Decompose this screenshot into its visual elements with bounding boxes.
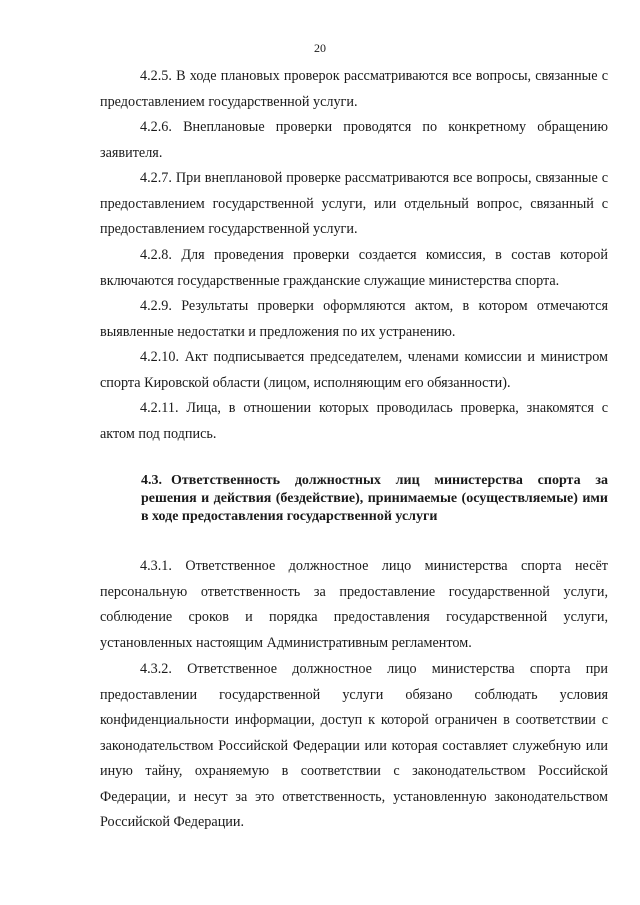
- paragraph-4-2-9: 4.2.9. Результаты проверки оформляются актом, в котором отмечаются выявленные недостатки и предложения по их устранению.: [100, 298, 608, 340]
- paragraph-4-2-8: 4.2.8. Для проведения проверки создается комиссия, в состав которой включаются государственные гражданские служащие министерства спорта.: [100, 247, 608, 289]
- paragraph-4-3-2: 4.3.2. Ответственное должностное лицо министерства спорта при предоставлении государственной услуги обязано соблюдать условия конфиденциальности информации, доступ к которой ограничен в соответствии с законодательством Российской Федерации или которая составляет служебную или иную тайну, охраняемую в соответствии с законодательством Российской Федерации, и несут за это ответственность, установленную законодательством Российской Федерации.: [100, 661, 608, 830]
- section-heading-4-3: [141, 472, 608, 526]
- paragraph-4-2-5: 4.2.5. В ходе плановых проверок рассматриваются все вопросы, связанные с предоставлением государственной услуги.: [100, 68, 608, 110]
- paragraph-4-2-6: 4.2.6. Внеплановые проверки проводятся по конкретному обращению заявителя.: [100, 119, 608, 161]
- paragraph-4-2-11: 4.2.11. Лица, в отношении которых проводилась проверка, знакомятся с актом под подпись.: [100, 400, 608, 442]
- section-heading-number: 4.3.: [141, 473, 162, 488]
- section-heading-text: Ответственность должностных лиц министерства спорта за решения и действия (бездействие), принимаемые (осуществляемые) ими в ходе предоставления государственной услуги: [141, 473, 608, 524]
- page-number: 20: [314, 41, 326, 55]
- paragraph-4-3-1: 4.3.1. Ответственное должностное лицо министерства спорта несёт персональную ответственность за предоставление государственной услуги, соблюдение сроков и порядка предоставления государственной услуги, установленных настоящим Административным регламентом.: [100, 558, 608, 651]
- paragraph-4-2-10: 4.2.10. Акт подписывается председателем, членами комиссии и министром спорта Кировской области (лицом, исполняющим его обязанности).: [100, 349, 608, 391]
- paragraph-4-2-7: 4.2.7. При внеплановой проверке рассматриваются все вопросы, связанные с предоставлением государственной услуги, или отдельный вопрос, связанный с предоставлением государственной услуги.: [100, 170, 608, 237]
